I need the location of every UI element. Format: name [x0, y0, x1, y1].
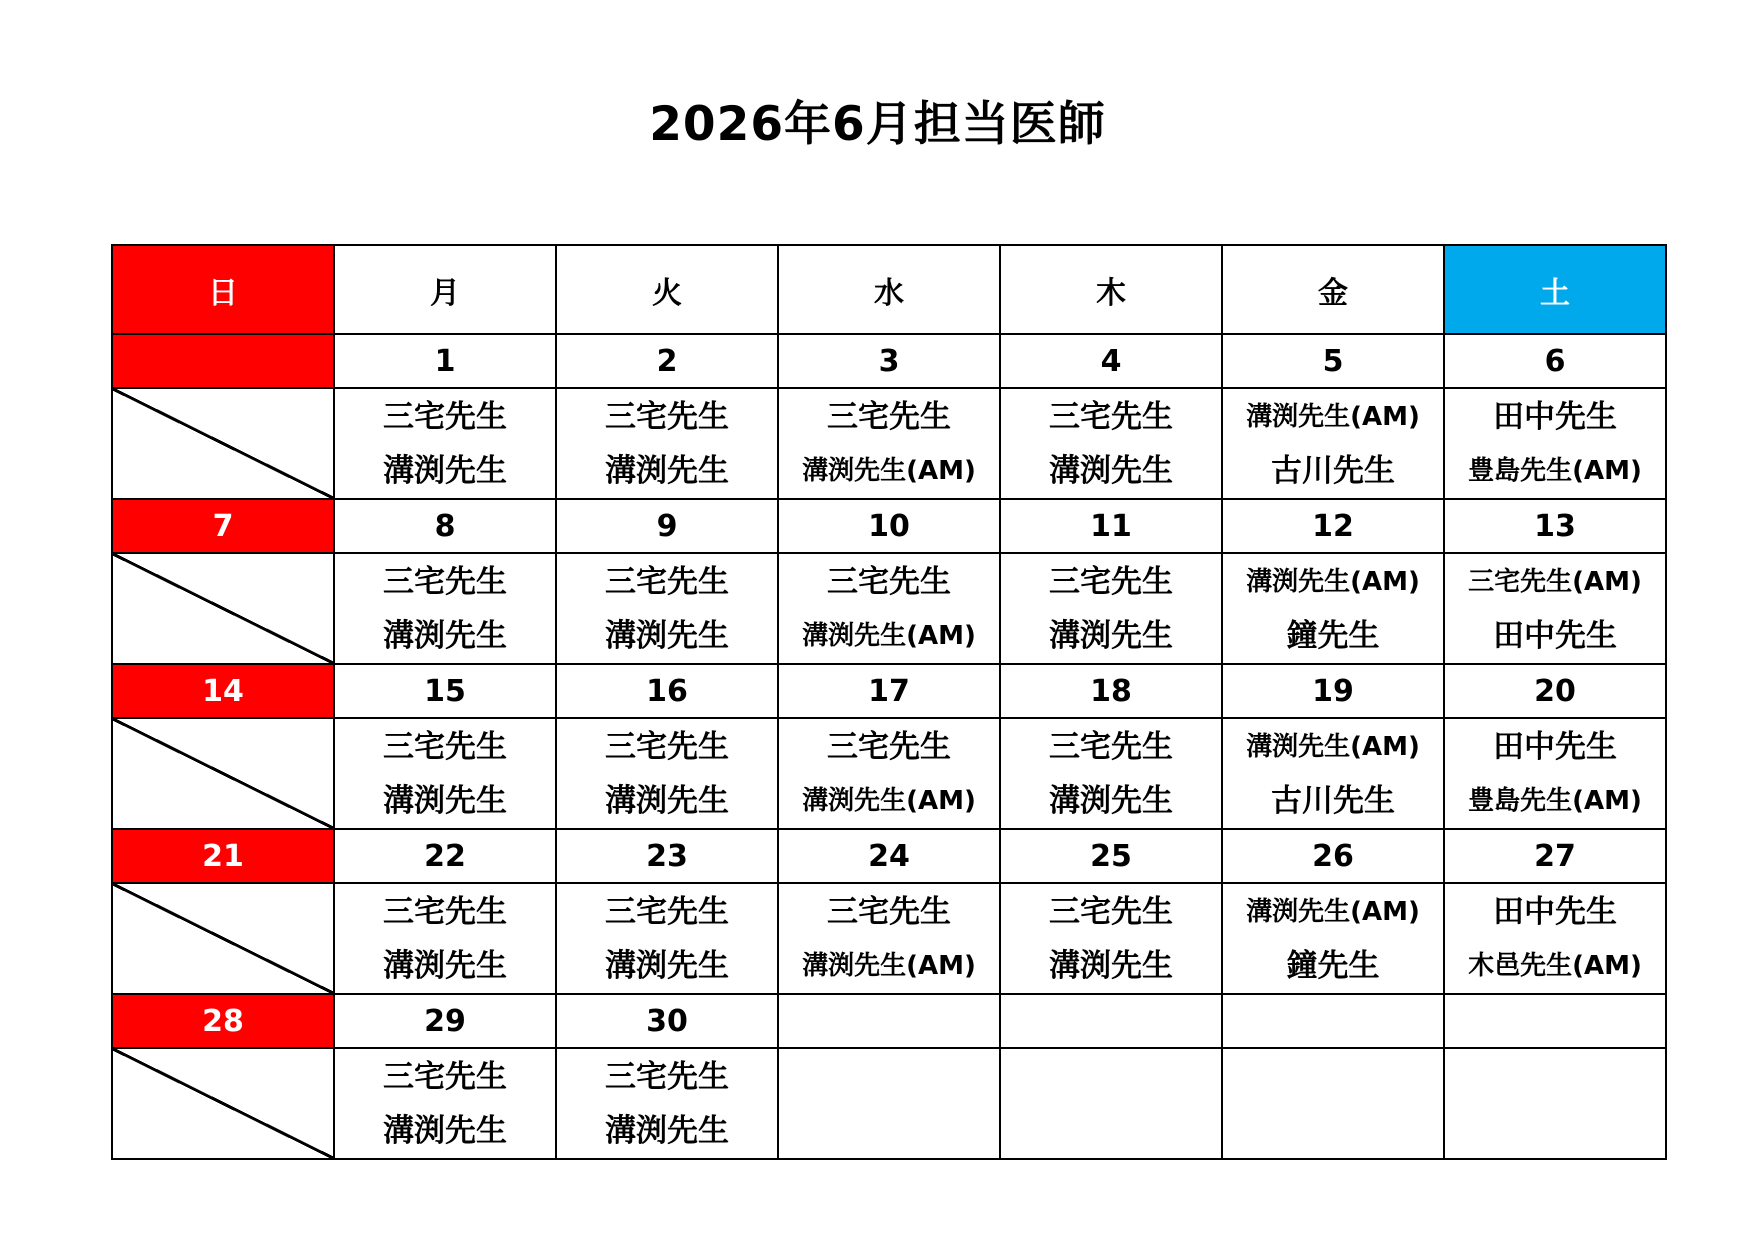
doctor-name: 溝渕先生: [383, 452, 507, 489]
doctor-row: [112, 883, 1666, 994]
doctor-cell-thu: [1000, 883, 1222, 994]
doctor-name: 溝渕先生: [1049, 947, 1173, 984]
doctor-row: [112, 388, 1666, 499]
date-cell-sun: [112, 334, 334, 388]
doctor-cell-mon: [334, 1048, 556, 1159]
date-cell-thu: 18: [1000, 664, 1222, 718]
sunday-closed-cell: [112, 388, 334, 499]
doctor-name: 溝渕先生: [605, 452, 729, 489]
doctor-name: 三宅先生: [605, 398, 729, 435]
doctor-cell-tue: [556, 1048, 778, 1159]
doctor-name: 溝渕先生: [383, 1112, 507, 1149]
doctor-name: 溝渕先生(AM): [802, 785, 976, 816]
doctor-cell-mon: [334, 388, 556, 499]
date-cell-mon: 8: [334, 499, 556, 553]
doctor-name: 溝渕先生(AM): [802, 950, 976, 981]
doctor-name: 溝渕先生(AM): [802, 455, 976, 486]
doctor-cell-fri: [1222, 388, 1444, 499]
date-cell-mon: 29: [334, 994, 556, 1048]
doctor-name: 溝渕先生: [383, 617, 507, 654]
date-cell-mon: 22: [334, 829, 556, 883]
doctor-cell-wed: [778, 883, 1000, 994]
doctor-name: 三宅先生: [383, 893, 507, 930]
doctor-name: 三宅先生: [383, 563, 507, 600]
doctor-name: 三宅先生: [605, 1058, 729, 1095]
doctor-name: 溝渕先生(AM): [802, 620, 976, 651]
weekday-header-sun: 日: [112, 245, 334, 334]
date-cell-thu: 25: [1000, 829, 1222, 883]
doctor-cell-sat: [1444, 1048, 1666, 1159]
doctor-name: 三宅先生: [827, 893, 951, 930]
doctor-cell-thu: [1000, 718, 1222, 829]
doctor-name: 溝渕先生(AM): [1246, 401, 1420, 432]
doctor-name: 鐘先生: [1286, 947, 1380, 984]
date-cell-tue: 2: [556, 334, 778, 388]
doctor-name: 溝渕先生(AM): [1246, 566, 1420, 597]
doctor-cell-wed: [778, 1048, 1000, 1159]
doctor-name: 三宅先生: [1049, 563, 1173, 600]
date-cell-fri: 26: [1222, 829, 1444, 883]
doctor-name: 田中先生: [1493, 617, 1617, 654]
doctor-cell-sat: [1444, 718, 1666, 829]
date-row: [112, 499, 1666, 553]
date-row: [112, 994, 1666, 1048]
date-cell-tue: 16: [556, 664, 778, 718]
doctor-name: 古川先生: [1271, 782, 1395, 819]
doctor-name: 三宅先生: [605, 893, 729, 930]
doctor-name: 三宅先生: [827, 398, 951, 435]
doctor-name: 豊島先生(AM): [1468, 455, 1642, 486]
doctor-name: 豊島先生(AM): [1468, 785, 1642, 816]
doctor-name: 古川先生: [1271, 452, 1395, 489]
date-cell-tue: 9: [556, 499, 778, 553]
date-cell-fri: [1222, 994, 1444, 1048]
doctor-name: 田中先生: [1493, 893, 1617, 930]
doctor-name: 溝渕先生: [605, 947, 729, 984]
date-cell-thu: [1000, 994, 1222, 1048]
weekday-header-wed: 水: [778, 245, 1000, 334]
doctor-cell-sat: [1444, 553, 1666, 664]
doctor-name: 三宅先生: [383, 728, 507, 765]
weekday-header-tue: 火: [556, 245, 778, 334]
weekday-header-sat: 土: [1444, 245, 1666, 334]
doctor-name: 三宅先生(AM): [1468, 566, 1642, 597]
date-cell-thu: 4: [1000, 334, 1222, 388]
doctor-cell-thu: [1000, 553, 1222, 664]
doctor-name: 溝渕先生: [1049, 452, 1173, 489]
date-cell-wed: 17: [778, 664, 1000, 718]
doctor-name: 三宅先生: [383, 1058, 507, 1095]
date-cell-tue: 30: [556, 994, 778, 1048]
doctor-cell-fri: [1222, 553, 1444, 664]
schedule-calendar: [111, 244, 1667, 1160]
doctor-cell-sat: [1444, 883, 1666, 994]
date-cell-sat: 6: [1444, 334, 1666, 388]
date-cell-wed: 24: [778, 829, 1000, 883]
doctor-name: 鐘先生: [1286, 617, 1380, 654]
doctor-cell-tue: [556, 718, 778, 829]
doctor-cell-mon: [334, 553, 556, 664]
weekday-header-row: [112, 245, 1666, 334]
sunday-closed-cell: [112, 718, 334, 829]
doctor-cell-mon: [334, 718, 556, 829]
date-cell-wed: 10: [778, 499, 1000, 553]
doctor-name: 溝渕先生: [1049, 782, 1173, 819]
doctor-cell-mon: [334, 883, 556, 994]
doctor-name: 田中先生: [1493, 398, 1617, 435]
doctor-name: 三宅先生: [605, 728, 729, 765]
doctor-cell-wed: [778, 388, 1000, 499]
doctor-name: 三宅先生: [1049, 728, 1173, 765]
doctor-name: 溝渕先生: [383, 782, 507, 819]
weekday-header-thu: 木: [1000, 245, 1222, 334]
date-cell-thu: 11: [1000, 499, 1222, 553]
date-cell-wed: 3: [778, 334, 1000, 388]
date-cell-fri: 12: [1222, 499, 1444, 553]
doctor-cell-fri: [1222, 718, 1444, 829]
doctor-name: 溝渕先生(AM): [1246, 896, 1420, 927]
date-row: [112, 334, 1666, 388]
doctor-row: [112, 1048, 1666, 1159]
doctor-row: [112, 553, 1666, 664]
date-cell-mon: 1: [334, 334, 556, 388]
date-cell-sun: 28: [112, 994, 334, 1048]
doctor-name: 田中先生: [1493, 728, 1617, 765]
doctor-name: 三宅先生: [1049, 893, 1173, 930]
doctor-name: 三宅先生: [605, 563, 729, 600]
date-cell-sat: [1444, 994, 1666, 1048]
doctor-name: 溝渕先生: [1049, 617, 1173, 654]
doctor-name: 三宅先生: [383, 398, 507, 435]
doctor-name: 三宅先生: [827, 563, 951, 600]
sunday-closed-cell: [112, 553, 334, 664]
doctor-name: 溝渕先生: [605, 617, 729, 654]
doctor-cell-thu: [1000, 388, 1222, 499]
sunday-closed-cell: [112, 883, 334, 994]
date-cell-sun: 14: [112, 664, 334, 718]
doctor-cell-sat: [1444, 388, 1666, 499]
weekday-header-fri: 金: [1222, 245, 1444, 334]
doctor-cell-fri: [1222, 1048, 1444, 1159]
doctor-cell-wed: [778, 718, 1000, 829]
sunday-closed-cell: [112, 1048, 334, 1159]
weekday-header-mon: 月: [334, 245, 556, 334]
date-cell-tue: 23: [556, 829, 778, 883]
date-cell-sat: 27: [1444, 829, 1666, 883]
date-cell-sat: 13: [1444, 499, 1666, 553]
date-cell-fri: 19: [1222, 664, 1444, 718]
doctor-cell-tue: [556, 388, 778, 499]
page-title: 2026年6月担当医師: [649, 97, 1106, 152]
doctor-name: 三宅先生: [827, 728, 951, 765]
doctor-cell-tue: [556, 553, 778, 664]
doctor-cell-thu: [1000, 1048, 1222, 1159]
doctor-name: 溝渕先生: [605, 1112, 729, 1149]
doctor-name: 木邑先生(AM): [1468, 950, 1642, 981]
date-cell-sat: 20: [1444, 664, 1666, 718]
doctor-name: 三宅先生: [1049, 398, 1173, 435]
doctor-name: 溝渕先生: [383, 947, 507, 984]
doctor-cell-wed: [778, 553, 1000, 664]
date-cell-fri: 5: [1222, 334, 1444, 388]
doctor-row: [112, 718, 1666, 829]
date-row: [112, 664, 1666, 718]
date-cell-sun: 7: [112, 499, 334, 553]
date-cell-mon: 15: [334, 664, 556, 718]
doctor-name: 溝渕先生(AM): [1246, 731, 1420, 762]
doctor-name: 溝渕先生: [605, 782, 729, 819]
doctor-cell-fri: [1222, 883, 1444, 994]
date-cell-wed: [778, 994, 1000, 1048]
date-row: [112, 829, 1666, 883]
doctor-cell-tue: [556, 883, 778, 994]
date-cell-sun: 21: [112, 829, 334, 883]
